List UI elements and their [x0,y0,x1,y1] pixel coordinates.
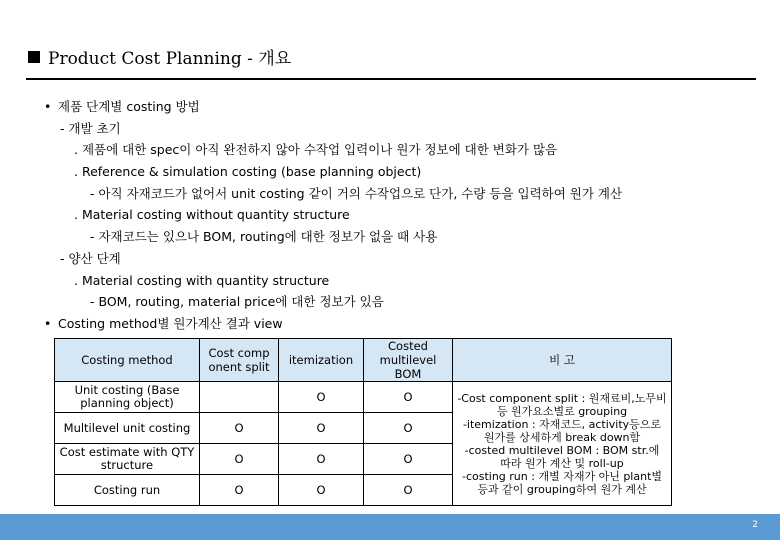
title-divider [26,78,756,80]
table-header-row [55,339,672,382]
remark-line: 원가를 상세하게 break down함 [483,430,641,444]
outline-item: - BOM, routing, material price에 대한 정보가 있음 [90,294,384,310]
outline-item: - 자재코드는 있으나 BOM, routing에 대한 정보가 없을 때 사용 [90,229,438,245]
bullet-icon: • [44,315,52,331]
square-bullet-icon [28,51,40,63]
bullet-icon: • [44,99,52,114]
cell-costed-multilevel-bom: O [364,413,453,444]
cell-method: Unit costing (Base planning object) [55,382,200,413]
remark-line: -Cost component split : 원재료비,노무비 [457,391,667,405]
cell-itemization: O [279,413,364,444]
cell-method: Multilevel unit costing [55,413,200,444]
remark-line: -costed multilevel BOM : BOM str.에 [464,443,660,457]
remark-line: -costing run : 개별 자재가 아닌 plant별 [461,469,663,483]
remark-line: 따라 원가 계산 및 roll-up [500,456,624,470]
header-costing-method: Costing method [55,339,200,382]
header-itemization: itemization [279,339,364,382]
cell-itemization: O [279,382,364,413]
cell-itemization: O [279,444,364,475]
slide-title: Product Cost Planning - 개요 [48,49,292,69]
outline-item [44,96,622,118]
cell-costed-multilevel-bom: O [364,444,453,475]
cell-costed-multilevel-bom: O [364,475,453,506]
cell-remarks [453,382,672,506]
cell-costed-multilevel-bom: O [364,382,453,413]
outline-text: 제품 단계별 costing 방법 [58,99,200,114]
outline-list [44,96,622,335]
remark-line: -itemization : 자재코드, activity등으로 [462,417,662,431]
outline-item: - 양산 단계 [60,250,121,266]
cell-itemization: O [279,475,364,506]
cell-cost-component-split: O [200,413,279,444]
cell-cost-component-split: O [200,444,279,475]
outline-item [44,313,622,335]
remark-line: 등 원가요소별로 grouping [496,404,628,418]
cell-method: Cost estimate with QTY structure [55,444,200,475]
page-number: 2 [752,520,758,530]
outline-item: . Material costing without quantity structure [74,207,350,223]
remark-line: 등과 같이 grouping하여 원가 계산 [477,482,647,496]
header-remarks: 비 고 [453,339,672,382]
footer-bar [0,514,780,540]
outline-item: . Material costing with quantity structure [74,272,330,288]
costing-method-table [54,338,672,506]
header-costed-multilevel-bom: Costed multilevel BOM [364,339,453,382]
header-cost-component-split: Cost comp onent split [200,339,279,382]
cell-cost-component-split [200,382,279,413]
outline-text: Costing method별 원가계산 결과 view [58,315,283,331]
table-row [55,382,672,413]
outline-item: . Reference & simulation costing (base planning object) [74,164,422,180]
outline-item: . 제품에 대한 spec이 아직 완전하지 않아 수작업 입력이나 원가 정보에 대한 변화가 많음 [74,142,558,158]
cell-method: Costing run [55,475,200,506]
outline-item: - 아직 자재코드가 없어서 unit costing 같이 거의 수작업으로 단가, 수량 등을 입력하여 원가 계산 [90,185,623,201]
slide-title-area [28,44,291,69]
outline-item: - 개발 초기 [60,120,121,136]
cell-cost-component-split: O [200,475,279,506]
